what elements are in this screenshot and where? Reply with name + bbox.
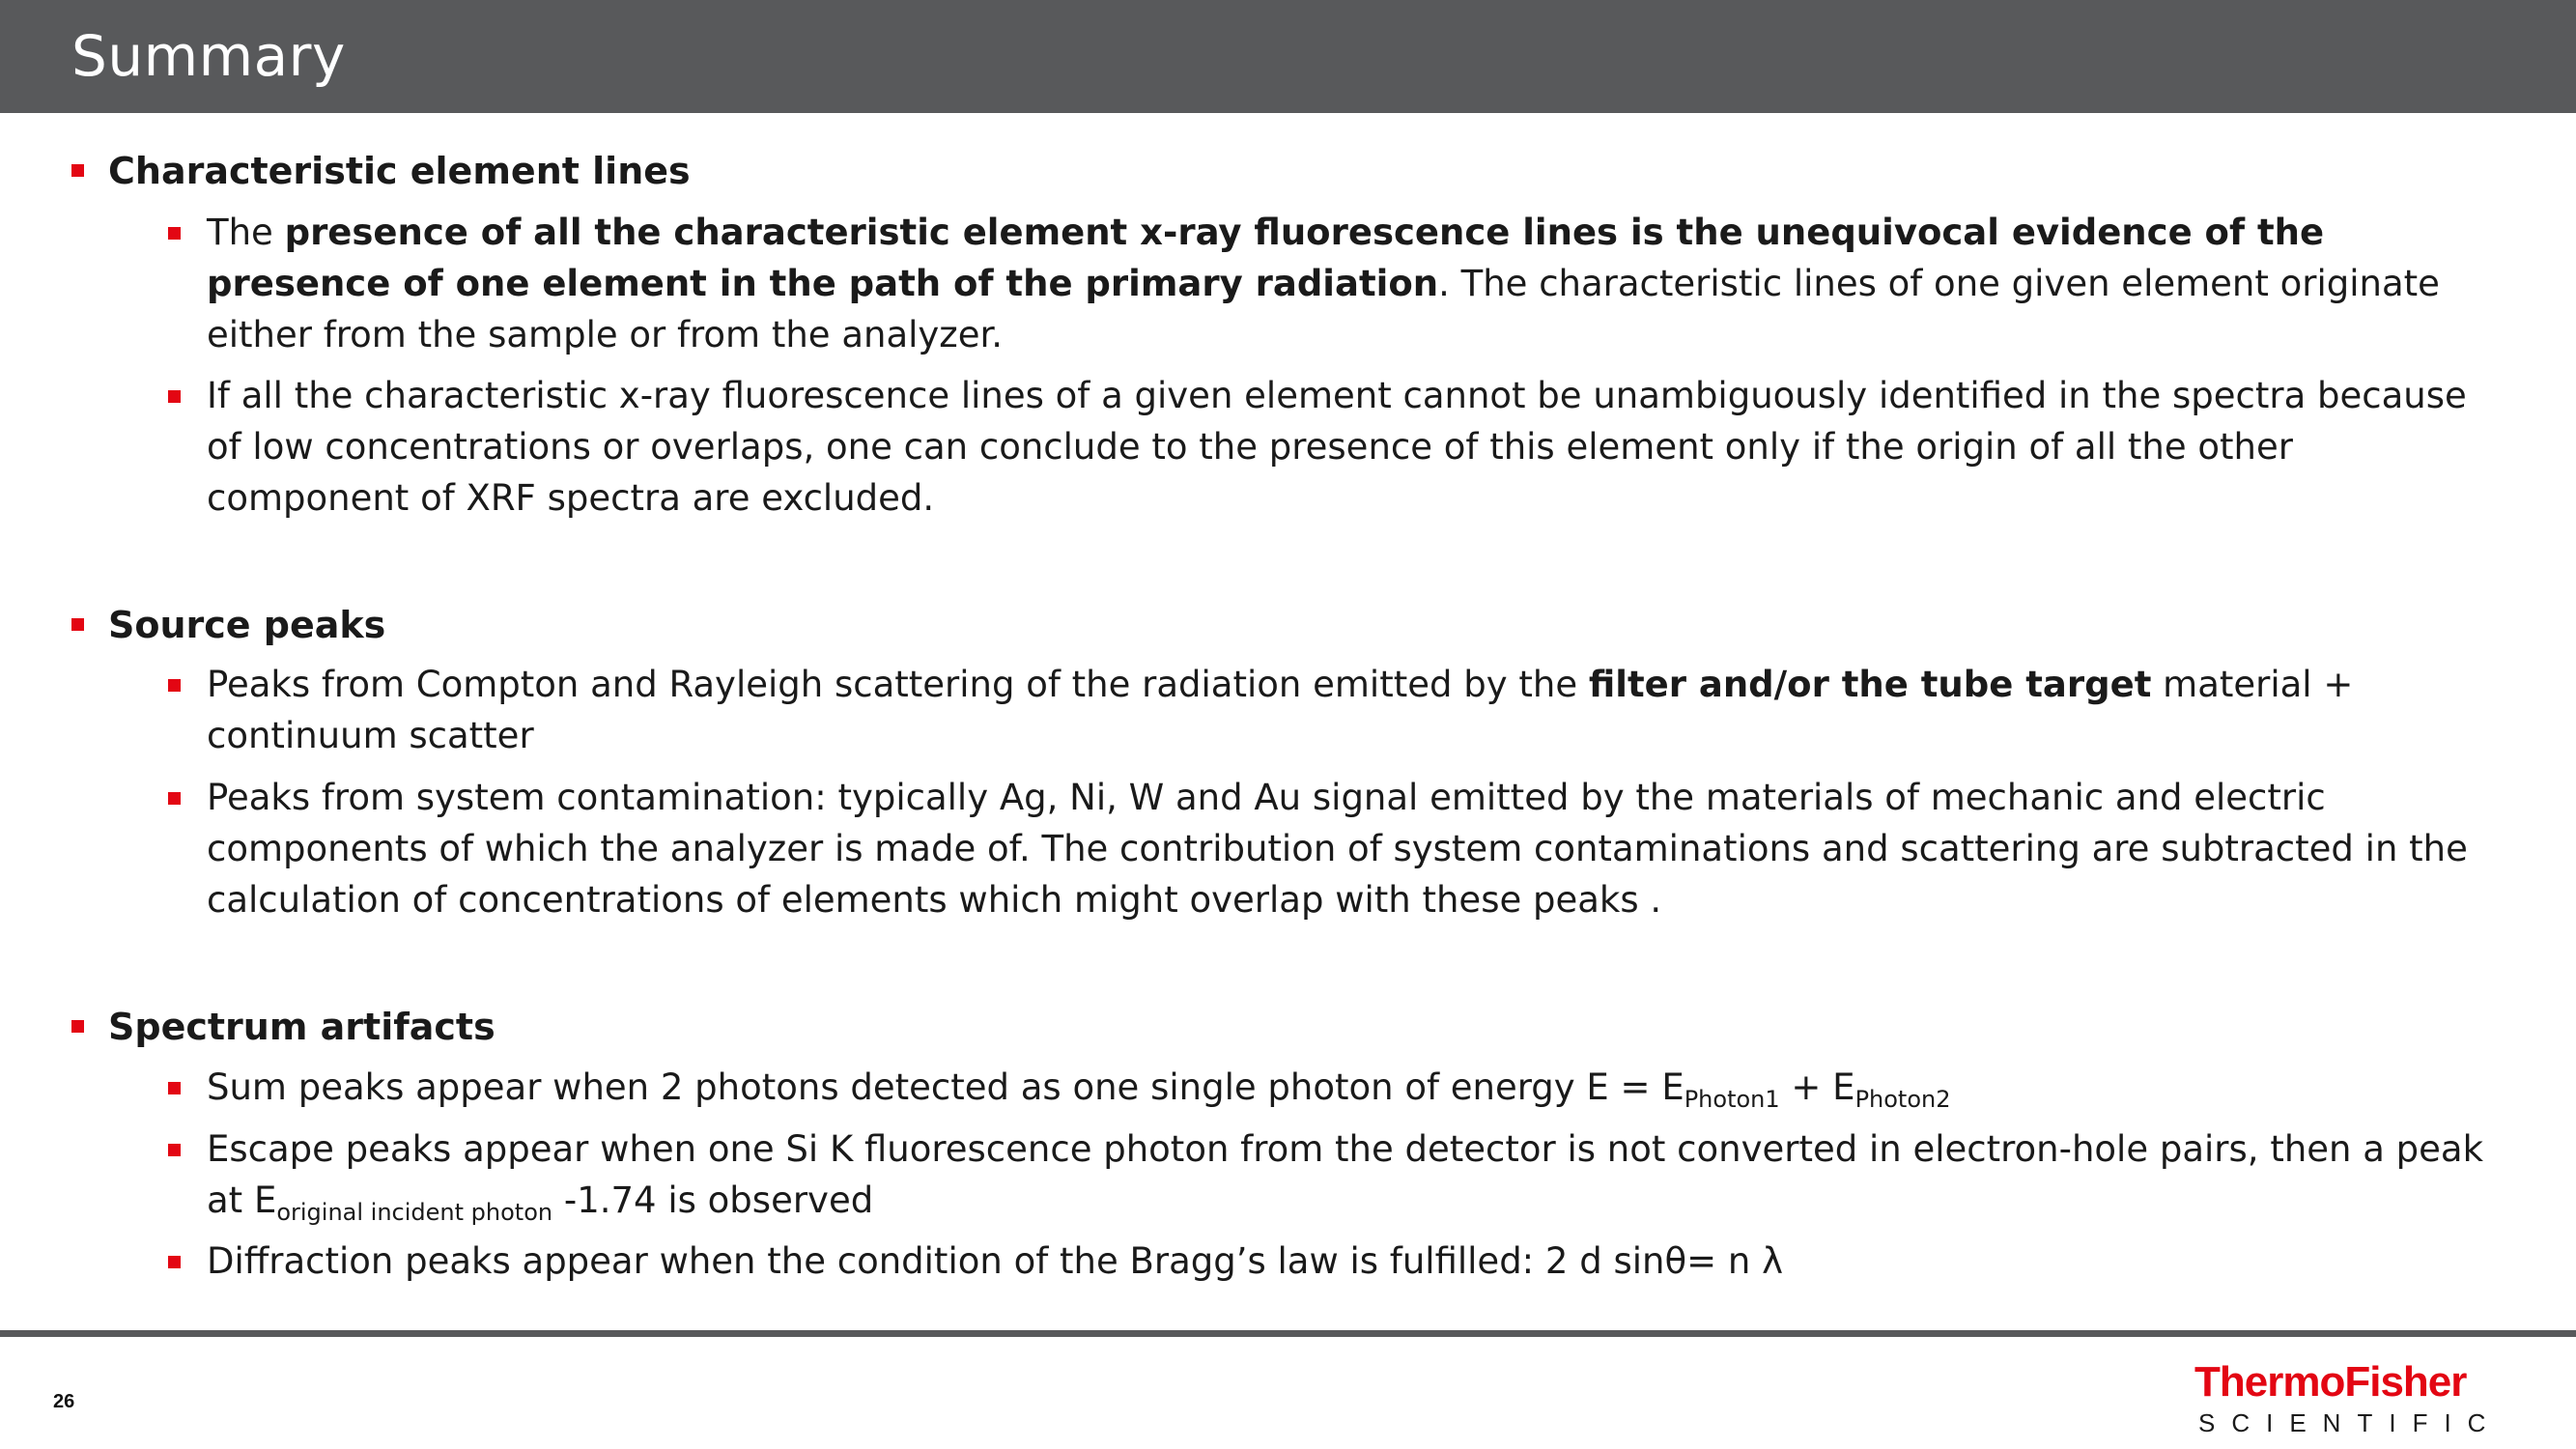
bullet-square-icon — [168, 679, 181, 692]
section-heading: Source peaks — [108, 604, 386, 646]
thermo-fisher-logo — [2194, 1358, 2503, 1437]
text-span: . The characteristic lines of one given element originate either from the sample or from the analyzer. — [207, 263, 2440, 355]
footer-divider — [0, 1330, 2576, 1337]
text-span: Peaks from system contamination: typically Ag, Ni, W and Au signal emitted by the materials of mechanic and electric components of which the analyzer is made of. The contribution of system contaminations and scattering are subtracted in the calculation of concentrations of elements which might overlap with these peaks . — [207, 777, 2468, 921]
text-span: If all the characteristic x-ray fluorescence lines of a given element cannot be unambiguously identified in the spectra because of low concentrations or overlaps, one can conclude to the presence of this element only if the origin of all the other component of XRF spectra are excluded. — [207, 375, 2467, 519]
text-span: Escape peaks appear when one Si K fluorescence photon from the detector is not converted in electron-hole pairs, then a peak at E — [207, 1128, 2484, 1221]
logo-wordmark: ThermoFisher — [2194, 1358, 2467, 1406]
list-item — [207, 1062, 2505, 1113]
logo-subtext: SCIENTIFIC — [2198, 1408, 2503, 1437]
page-number: 26 — [53, 1391, 75, 1412]
text-span: -1.74 is observed — [552, 1179, 874, 1221]
text-span: + E — [1779, 1066, 1855, 1108]
bullet-square-icon — [168, 792, 181, 805]
bullet-square-icon — [168, 227, 181, 240]
bullet-square-icon — [71, 1020, 84, 1033]
text-span: The — [207, 212, 285, 253]
page-title: Summary — [71, 23, 346, 89]
subscript: Photon2 — [1854, 1086, 1951, 1113]
section-heading: Characteristic element lines — [108, 150, 691, 192]
section-heading: Spectrum artifacts — [108, 1006, 495, 1048]
list-item — [207, 207, 2505, 360]
bullet-square-icon — [168, 1082, 181, 1094]
list-item — [207, 1236, 2505, 1287]
bullet-square-icon — [168, 390, 181, 403]
bold-text-span: filter and/or the tube target — [1588, 664, 2152, 705]
bullet-square-icon — [168, 1256, 181, 1268]
list-item — [207, 1123, 2505, 1226]
list-item — [207, 659, 2505, 761]
subscript: original incident photon — [276, 1199, 553, 1226]
text-span: Diffraction peaks appear when the condition of the Bragg’s law is fulfilled: 2 d sinθ= n λ — [207, 1240, 1783, 1282]
bold-text-span: presence of all the characteristic element x-ray fluorescence lines is the unequivocal evidence of the presence of one element in the path of the primary radiation — [207, 212, 2325, 304]
header-bar — [0, 0, 2576, 113]
list-item — [207, 772, 2505, 925]
bullet-square-icon — [71, 618, 84, 631]
bullet-square-icon — [71, 164, 84, 177]
bullet-square-icon — [168, 1144, 181, 1156]
text-span: material + continuum scatter — [207, 664, 2354, 756]
text-span: Peaks from Compton and Rayleigh scattering of the radiation emitted by the — [207, 664, 1589, 705]
list-item — [207, 370, 2505, 524]
subscript: Photon1 — [1684, 1086, 1780, 1113]
text-span: Sum peaks appear when 2 photons detected as one single photon of energy E = E — [207, 1066, 1684, 1108]
